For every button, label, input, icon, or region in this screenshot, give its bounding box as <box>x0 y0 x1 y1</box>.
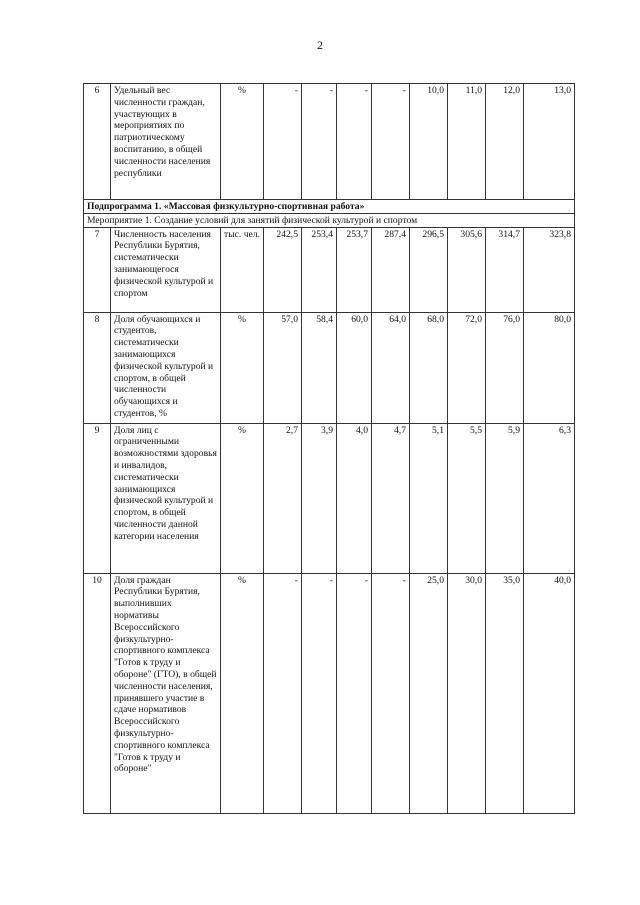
value-cell: - <box>302 573 337 813</box>
value-cell: 4,0 <box>337 423 372 573</box>
value-cell: 68,0 <box>410 312 448 423</box>
subprogram-row <box>84 200 575 214</box>
value-cell: 40,0 <box>524 573 575 813</box>
unit-cell: % <box>221 312 264 423</box>
unit-cell: % <box>221 423 264 573</box>
value-cell: - <box>337 84 372 200</box>
value-cell: 12,0 <box>486 84 524 200</box>
value-cell: 314,7 <box>486 227 524 312</box>
value-cell: 242,5 <box>264 227 302 312</box>
value-cell: 323,8 <box>524 227 575 312</box>
row-number: 8 <box>84 312 111 423</box>
value-cell: - <box>264 84 302 200</box>
value-cell: 60,0 <box>337 312 372 423</box>
value-cell: 11,0 <box>448 84 486 200</box>
value-cell: 57,0 <box>264 312 302 423</box>
value-cell: 253,7 <box>337 227 372 312</box>
row-number: 10 <box>84 573 111 813</box>
indicator-name: Доля обучающихся и студентов, систематически занимающихся физической культурой и спортом, в общей численности обучающихся и студентов, % <box>111 312 221 423</box>
table-row <box>84 573 575 813</box>
value-cell: 13,0 <box>524 84 575 200</box>
value-cell: 25,0 <box>410 573 448 813</box>
value-cell: 3,9 <box>302 423 337 573</box>
value-cell: 30,0 <box>448 573 486 813</box>
event-row <box>84 213 575 227</box>
table-row <box>84 227 575 312</box>
value-cell: 58,4 <box>302 312 337 423</box>
unit-cell: % <box>221 84 264 200</box>
row-number: 9 <box>84 423 111 573</box>
value-cell: 76,0 <box>486 312 524 423</box>
value-cell: - <box>372 84 410 200</box>
value-cell: 296,5 <box>410 227 448 312</box>
value-cell: - <box>372 573 410 813</box>
value-cell: - <box>302 84 337 200</box>
value-cell: 10,0 <box>410 84 448 200</box>
indicator-name: Доля лиц с ограниченными возможностями здоровья и инвалидов, систематически занимающихся физической культурой и спортом, в общей численности данной категории населения <box>111 423 221 573</box>
value-cell: 5,5 <box>448 423 486 573</box>
value-cell: 305,6 <box>448 227 486 312</box>
value-cell: 287,4 <box>372 227 410 312</box>
event-title: Мероприятие 1. Создание условий для занятий физической культурой и спортом <box>84 213 575 227</box>
value-cell: 2,7 <box>264 423 302 573</box>
value-cell: 72,0 <box>448 312 486 423</box>
unit-cell: % <box>221 573 264 813</box>
value-cell: 253,4 <box>302 227 337 312</box>
value-cell: 80,0 <box>524 312 575 423</box>
row-number: 7 <box>84 227 111 312</box>
table-row <box>84 312 575 423</box>
indicator-name: Численность населения Республики Бурятия, систематически занимающегося физической культурой и спортом <box>111 227 221 312</box>
value-cell: 5,9 <box>486 423 524 573</box>
value-cell: 6,3 <box>524 423 575 573</box>
value-cell: 35,0 <box>486 573 524 813</box>
value-cell: 5,1 <box>410 423 448 573</box>
indicator-name: Удельный вес численности граждан, участвующих в мероприятиях по патриотическому воспитанию, в общей численности населения республики <box>111 84 221 200</box>
value-cell: - <box>337 573 372 813</box>
value-cell: - <box>264 573 302 813</box>
page-number: 2 <box>317 38 323 52</box>
indicator-name: Доля граждан Республики Бурятия, выполнивших нормативы Всероссийского физкультурно-спортивного комплекса "Готов к труду и обороне" (ГТО), в общей численности населения, принявшего участие в сдаче нормативов Всероссийского физкультурно-спортивного комплекса "Готов к труду и обороне" <box>111 573 221 813</box>
value-cell: 4,7 <box>372 423 410 573</box>
table-row <box>84 423 575 573</box>
subprogram-title: Подпрограмма 1. «Массовая физкультурно-спортивная работа» <box>84 200 575 214</box>
indicators-table <box>83 83 575 814</box>
unit-cell: тыс. чел. <box>221 227 264 312</box>
row-number: 6 <box>84 84 111 200</box>
value-cell: 64,0 <box>372 312 410 423</box>
table-row <box>84 84 575 200</box>
